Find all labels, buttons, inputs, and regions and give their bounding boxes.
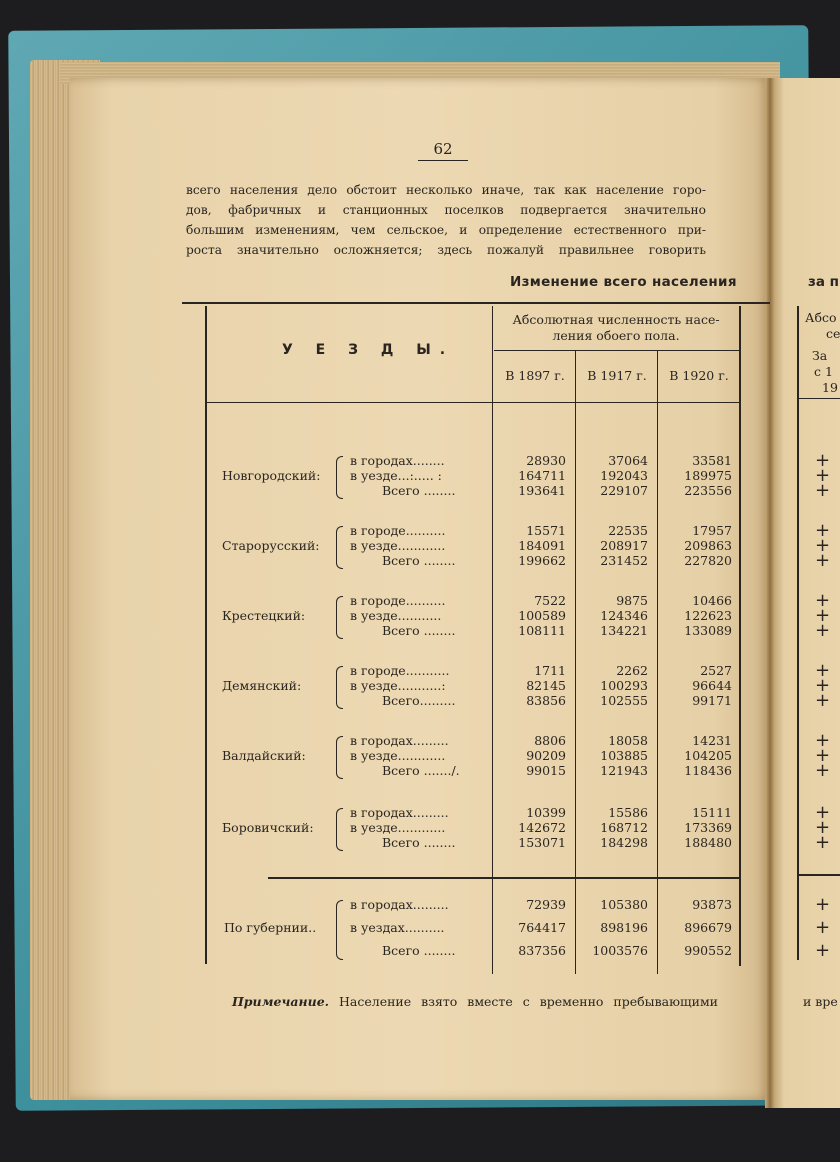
cell-value: 142672 — [518, 820, 566, 835]
paragraph-line: роста значительно осложняется; здесь пожалуй правильнее говорить — [186, 243, 706, 257]
table-left-border — [205, 306, 207, 964]
cell-value: 105380 — [600, 897, 648, 912]
total-divider — [268, 877, 739, 879]
sign-plus: + — [815, 605, 831, 626]
table-top-rule — [182, 302, 770, 304]
row-label: в городах......... — [350, 897, 449, 912]
table-col-divider — [575, 350, 576, 974]
header-line: ления обоего пола. — [552, 328, 680, 343]
district-name: Демянский: — [222, 678, 302, 693]
sign-plus: + — [815, 832, 831, 853]
sign-plus: + — [815, 675, 831, 696]
row-brace — [336, 596, 343, 639]
table-heading: Изменение всего населения — [510, 274, 737, 290]
sign-plus: + — [815, 450, 831, 471]
row-label: в городе.......... — [350, 523, 446, 538]
cell-value: 18058 — [608, 733, 648, 748]
cell-value: 37064 — [608, 453, 648, 468]
row-label: Всего......... — [382, 693, 456, 708]
paragraph-line: дов, фабричных и станционных поселков подвергается значительно — [186, 203, 706, 217]
cell-value: 7522 — [534, 593, 566, 608]
cell-value: 103885 — [600, 748, 648, 763]
sign-plus: + — [815, 550, 831, 571]
sign-plus: + — [815, 894, 831, 915]
district-name: Боровичский: — [222, 820, 314, 835]
row-label: Всего ........ — [382, 553, 456, 568]
cell-value: 22535 — [608, 523, 648, 538]
cell-value: 15586 — [608, 805, 648, 820]
sign-plus: + — [815, 590, 831, 611]
cell-value: 133089 — [684, 623, 732, 638]
cell-value: 188480 — [684, 835, 732, 850]
district-name: Крестецкий: — [222, 608, 306, 623]
cell-value: 14231 — [692, 733, 732, 748]
year-header-1897: В 1897 г. — [505, 368, 565, 383]
row-brace — [336, 736, 343, 779]
cell-value: 193641 — [518, 483, 566, 498]
district-name: Валдайский: — [222, 748, 306, 763]
sign-plus: + — [815, 480, 831, 501]
facing-header-rule — [799, 398, 840, 399]
table-heading-continuation: за п — [808, 274, 839, 290]
facing-header-fragment: се — [826, 326, 840, 341]
cell-value: 227820 — [684, 553, 732, 568]
paragraph-line: всего населения дело обстоит несколько иначе, так как население горо- — [186, 183, 706, 197]
sign-plus: + — [815, 690, 831, 711]
cell-value: 121943 — [600, 763, 648, 778]
cell-value: 2262 — [616, 663, 648, 678]
cell-value: 231452 — [600, 553, 648, 568]
footnote-continuation: и вре — [803, 994, 838, 1009]
cell-value: 837356 — [518, 943, 566, 958]
row-label: Всего ......./. — [382, 763, 460, 778]
cell-value: 8806 — [534, 733, 566, 748]
absolute-population-header — [494, 312, 738, 344]
row-label: в уезде............ — [350, 820, 446, 835]
row-label: Всего ........ — [382, 835, 456, 850]
sign-plus: + — [815, 802, 831, 823]
district-name: Новгородский: — [222, 468, 321, 483]
cell-value: 153071 — [518, 835, 566, 850]
district-name: По губернии.. — [224, 920, 317, 935]
row-label: в городах......... — [350, 733, 449, 748]
cell-value: 15571 — [526, 523, 566, 538]
sign-plus: + — [815, 730, 831, 751]
cell-value: 164711 — [518, 468, 566, 483]
header-divider — [494, 350, 739, 351]
year-header-1920: В 1920 г. — [669, 368, 729, 383]
cell-value: 104205 — [684, 748, 732, 763]
cell-value: 99015 — [526, 763, 566, 778]
row-brace — [336, 666, 343, 709]
row-brace — [336, 808, 343, 851]
footnote-text: Население взято вместе с временно пребывающими — [339, 994, 718, 1009]
sign-plus: + — [815, 817, 831, 838]
cell-value: 72939 — [526, 897, 566, 912]
cell-value: 9875 — [616, 593, 648, 608]
cell-value: 93873 — [692, 897, 732, 912]
cell-value: 1003576 — [592, 943, 648, 958]
row-label: в уезде........... — [350, 608, 442, 623]
cell-value: 184298 — [600, 835, 648, 850]
cell-value: 83856 — [526, 693, 566, 708]
row-label: в городах........ — [350, 453, 445, 468]
row-label: в уезде............ — [350, 748, 446, 763]
district-name: Старорусский: — [222, 538, 320, 553]
cell-value: 189975 — [684, 468, 732, 483]
intro-paragraph — [186, 180, 706, 260]
cell-value: 898196 — [600, 920, 648, 935]
cell-value: 118436 — [684, 763, 732, 778]
cell-value: 15111 — [692, 805, 732, 820]
cell-value: 124346 — [600, 608, 648, 623]
header-bottom-rule — [207, 402, 739, 403]
cell-value: 173369 — [684, 820, 732, 835]
facing-total-divider — [799, 874, 840, 876]
row-brace — [336, 456, 343, 499]
cell-value: 90209 — [526, 748, 566, 763]
book-gutter — [765, 78, 775, 1108]
row-label: в городах......... — [350, 805, 449, 820]
table-col-divider — [657, 350, 658, 974]
row-label: в уездах.......... — [350, 920, 445, 935]
sign-plus: + — [815, 760, 831, 781]
sign-plus: + — [815, 917, 831, 938]
cell-value: 2527 — [700, 663, 732, 678]
footnote-label: Примечание. — [232, 994, 330, 1009]
year-header-1917: В 1917 г. — [587, 368, 647, 383]
cell-value: 134221 — [600, 623, 648, 638]
cell-value: 10466 — [692, 593, 732, 608]
cell-value: 209863 — [684, 538, 732, 553]
cell-value: 990552 — [684, 943, 732, 958]
cell-value: 17957 — [692, 523, 732, 538]
cell-value: 208917 — [600, 538, 648, 553]
row-label: в уезде...........: — [350, 678, 446, 693]
facing-header-fragment: 19 — [822, 380, 838, 395]
sign-plus: + — [815, 660, 831, 681]
cell-value: 1711 — [534, 663, 566, 678]
sign-plus: + — [815, 620, 831, 641]
cell-value: 896679 — [684, 920, 732, 935]
cell-value: 99171 — [692, 693, 732, 708]
footnote — [232, 994, 718, 1009]
cell-value: 33581 — [692, 453, 732, 468]
sign-plus: + — [815, 465, 831, 486]
facing-header-fragment: За — [812, 348, 828, 363]
header-line: Абсолютная численность насе- — [512, 312, 720, 327]
cell-value: 82145 — [526, 678, 566, 693]
district-column-header: У Е З Д Ы. — [282, 342, 455, 358]
row-label: в городе........... — [350, 663, 450, 678]
table-right-border — [739, 306, 741, 966]
row-label: в городе.......... — [350, 593, 446, 608]
table-col-divider — [492, 306, 493, 974]
cell-value: 192043 — [600, 468, 648, 483]
row-label: в уезде............ — [350, 538, 446, 553]
facing-header-fragment: Абсо — [805, 310, 837, 325]
cell-value: 199662 — [518, 553, 566, 568]
sign-plus: + — [815, 745, 831, 766]
cell-value: 96644 — [692, 678, 732, 693]
row-label: Всего ........ — [382, 623, 456, 638]
row-label: Всего ........ — [382, 483, 456, 498]
cell-value: 10399 — [526, 805, 566, 820]
cell-value: 168712 — [600, 820, 648, 835]
facing-table-border — [797, 306, 799, 960]
row-brace — [336, 900, 343, 960]
sign-plus: + — [815, 940, 831, 961]
sign-plus: + — [815, 520, 831, 541]
cell-value: 28930 — [526, 453, 566, 468]
cell-value: 100293 — [600, 678, 648, 693]
cell-value: 229107 — [600, 483, 648, 498]
row-label: Всего ........ — [382, 943, 456, 958]
page-number: 62 — [418, 140, 468, 161]
sign-plus: + — [815, 535, 831, 556]
cell-value: 122623 — [684, 608, 732, 623]
cell-value: 102555 — [600, 693, 648, 708]
facing-header-fragment: с 1 — [814, 364, 833, 379]
row-brace — [336, 526, 343, 569]
row-label: в уезде...:..... : — [350, 468, 442, 483]
paragraph-line: большим изменениям, чем сельское, и определение естественного при- — [186, 223, 706, 237]
cell-value: 764417 — [518, 920, 566, 935]
cell-value: 100589 — [518, 608, 566, 623]
cell-value: 223556 — [684, 483, 732, 498]
cell-value: 108111 — [518, 623, 566, 638]
cell-value: 184091 — [518, 538, 566, 553]
